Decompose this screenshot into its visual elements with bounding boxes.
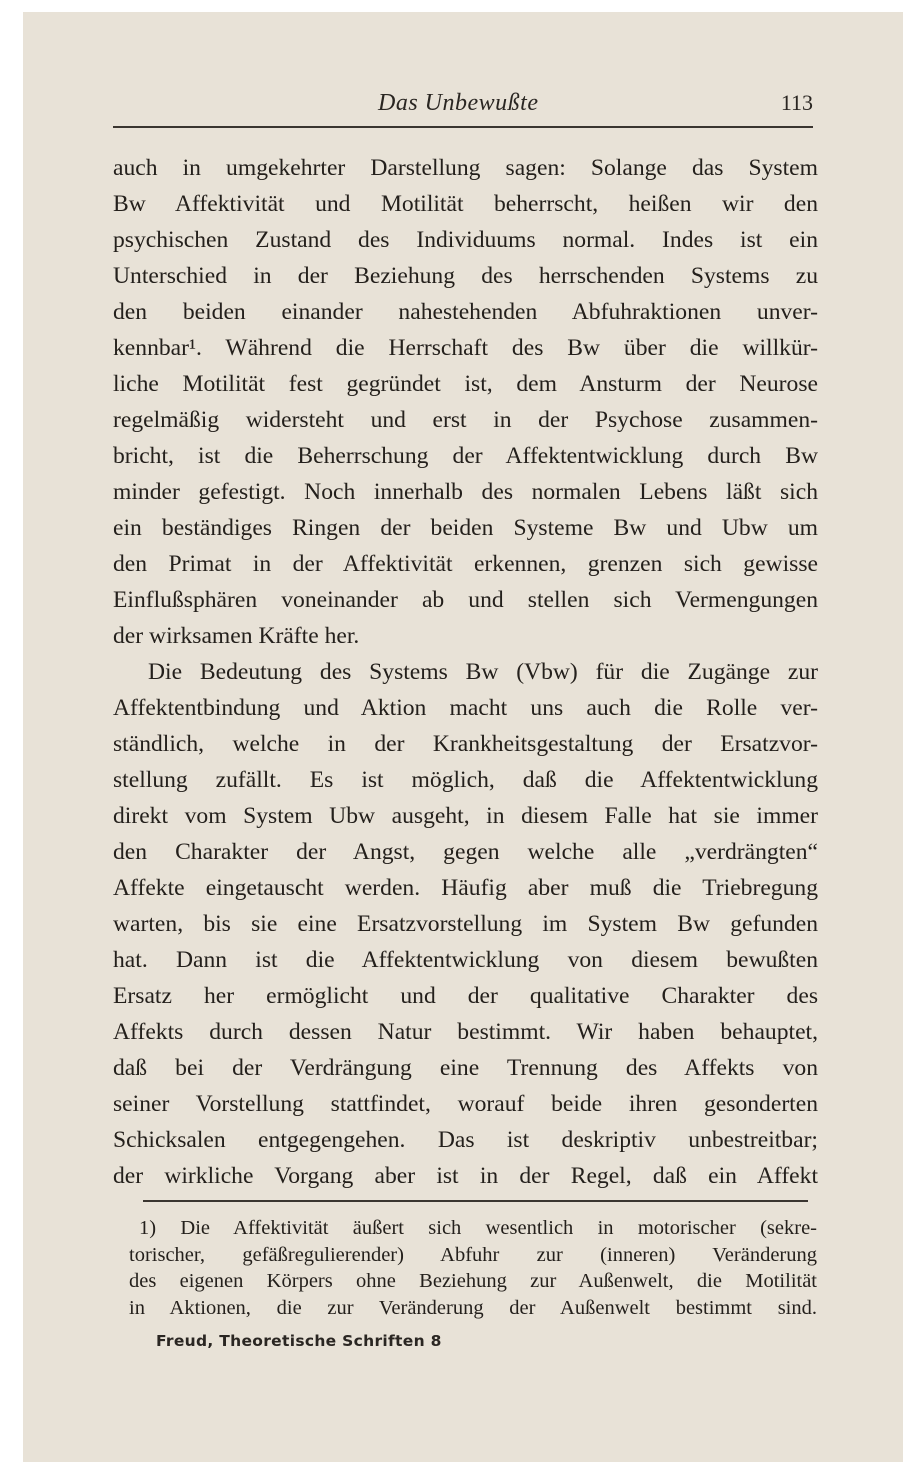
body-line: bricht, ist die Beherrschung der Affektentwicklung durch Bw bbox=[113, 443, 818, 469]
page-number: 113 bbox=[780, 90, 813, 115]
body-line: ständlich, welche in der Krankheitsgestaltung der Ersatzvor- bbox=[113, 731, 818, 757]
body-line: stellung zufällt. Es ist möglich, daß die Affektentwicklung bbox=[113, 767, 818, 793]
body-line: Bw Affektivität und Motilität beherrscht, heißen wir den bbox=[113, 191, 818, 217]
body-line: Einflußsphären voneinander ab und stellen sich Vermengungen bbox=[113, 587, 818, 613]
body-text bbox=[113, 150, 818, 1194]
body-line: Die Bedeutung des Systems Bw (Vbw) für die Zugänge zur bbox=[148, 659, 818, 685]
footnote-line: in Aktionen, die zur Veränderung der Außenwelt bestimmt sind. bbox=[129, 1296, 817, 1319]
body-line: den Primat in der Affektivität erkennen, grenzen sich gewisse bbox=[113, 551, 818, 577]
body-line: minder gefestigt. Noch innerhalb des normalen Lebens läßt sich bbox=[113, 479, 818, 505]
body-line: Affekte eingetauscht werden. Häufig aber muß die Triebregung bbox=[113, 875, 818, 901]
running-title: Das Unbewußte bbox=[378, 90, 539, 116]
header-rule bbox=[113, 126, 813, 128]
body-line: liche Motilität fest gegründet ist, dem Ansturm der Neurose bbox=[113, 371, 818, 397]
body-line: seiner Vorstellung stattfindet, worauf beide ihren gesonderten bbox=[113, 1091, 818, 1117]
body-line: den beiden einander nahestehenden Abfuhraktionen unver- bbox=[113, 299, 818, 325]
body-line: kennbar¹. Während die Herrschaft des Bw über die willkür- bbox=[113, 335, 818, 361]
footnote-line: torischer, gefäßregulierender) Abfuhr zur (inneren) Veränderung bbox=[129, 1243, 817, 1266]
body-line: regelmäßig widersteht und erst in der Psychose zusammen- bbox=[113, 407, 818, 433]
body-line: Ersatz her ermöglicht und der qualitative Charakter des bbox=[113, 983, 818, 1009]
page-header bbox=[113, 90, 813, 120]
body-line: hat. Dann ist die Affektentwicklung von diesem bewußten bbox=[113, 947, 818, 973]
footnote-line: 1) Die Affektivität äußert sich wesentlich in motorischer (sekre- bbox=[139, 1217, 817, 1239]
footnote bbox=[129, 1215, 817, 1321]
body-line: daß bei der Verdrängung eine Trennung des Affekts von bbox=[113, 1055, 818, 1081]
body-line: Affektentbindung und Aktion macht uns auch die Rolle ver- bbox=[113, 695, 818, 721]
book-page bbox=[23, 12, 903, 1462]
body-line: den Charakter der Angst, gegen welche alle „verdrängten“ bbox=[113, 839, 818, 865]
footnote-line: des eigenen Körpers ohne Beziehung zur Außenwelt, die Motilität bbox=[129, 1270, 817, 1292]
body-line: Affekts durch dessen Natur bestimmt. Wir haben behauptet, bbox=[113, 1019, 818, 1045]
footnote-rule bbox=[143, 1200, 808, 1202]
signature-mark: Freud, Theoretische Schriften 8 bbox=[156, 1332, 442, 1350]
body-line: ein beständiges Ringen der beiden Systeme Bw und Ubw um bbox=[113, 515, 818, 541]
body-line: der wirksamen Kräfte her. bbox=[113, 623, 360, 649]
body-line: direkt vom System Ubw ausgeht, in diesem Falle hat sie immer bbox=[113, 803, 818, 829]
body-line: auch in umgekehrter Darstellung sagen: Solange das System bbox=[113, 155, 818, 181]
body-line: Schicksalen entgegengehen. Das ist deskriptiv unbestreitbar; bbox=[113, 1127, 818, 1153]
body-line: warten, bis sie eine Ersatzvorstellung im System Bw gefunden bbox=[113, 911, 818, 937]
body-line: psychischen Zustand des Individuums normal. Indes ist ein bbox=[113, 227, 818, 253]
body-line: der wirkliche Vorgang aber ist in der Regel, daß ein Affekt bbox=[113, 1163, 818, 1189]
body-line: Unterschied in der Beziehung des herrschenden Systems zu bbox=[113, 263, 818, 289]
